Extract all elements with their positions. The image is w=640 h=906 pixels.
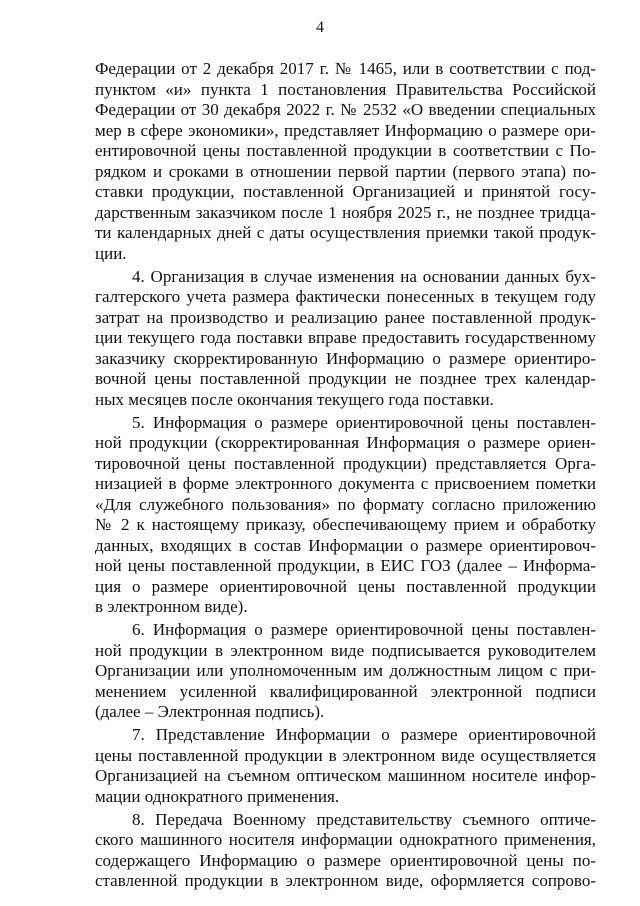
text-line: данных, входящих в состав Информации о размере ориентировоч-: [95, 535, 596, 555]
text-line: 4. Организация в случае изменения на основании данных бух-: [132, 266, 596, 286]
text-line: ных месяцев после окончания текущего года поставки.: [95, 389, 494, 409]
text-line: дарственным заказчиком после 1 ноября 2025 г., не позднее тридца-: [95, 202, 596, 222]
text-line: ставки продукции, поставленной Организацией и принятой госу-: [95, 182, 596, 201]
text-line: (далее – Электронная подпись).: [95, 702, 325, 721]
paragraph-continuation: [95, 59, 596, 264]
text-line: 8. Передача Военному представительству съемного оптиче-: [132, 809, 596, 829]
text-line: 7. Представление Информации о размере ориентировочной: [132, 725, 596, 744]
text-line: ставленной продукции в электронном виде, оформляется сопрово-: [95, 871, 596, 890]
text-line: № 2 к настоящему приказу, обеспечивающему прием и обработку: [95, 515, 596, 534]
text-line: вочной цены поставленной продукции не позднее трех календар-: [95, 369, 596, 388]
text-line: ция о размере ориентировочной цены поставленной продукции: [95, 576, 596, 596]
text-line: цены поставленной продукции в электронном виде осуществляется: [95, 745, 596, 765]
text-line: ентировочной цены поставленной продукции в соответствии с По-: [95, 141, 596, 160]
text-line: рядком и сроками в отношении первой партии (первого этапа) по-: [95, 161, 596, 181]
text-line: пунктом «и» пункта 1 постановления Правительства Российской: [95, 79, 596, 99]
text-line: ной продукции в электронном виде подписывается руководителем: [95, 640, 596, 660]
paragraph-7: [95, 725, 596, 807]
text-line: ского машинного носителя информации однократного применения,: [95, 830, 596, 849]
text-line: содержащего Информацию о размере ориентировочной цены по-: [95, 850, 596, 870]
text-line: галтерского учета размера фактически понесенных в текущем году: [95, 287, 596, 306]
paragraph-6: [95, 620, 596, 723]
paragraph-8: [95, 810, 596, 892]
text-line: низацией в форме электронного документа с присвоением пометки: [95, 474, 596, 493]
text-line: ции.: [95, 243, 127, 263]
text-line: в электронном виде).: [95, 597, 248, 616]
text-line: Организацией на съемном оптическом машинном носителе инфор-: [95, 766, 596, 785]
text-line: «Для служебного пользования» по формату согласно приложению: [95, 494, 596, 514]
text-line: мер в сфере экономики», представляет Информацию о размере ори-: [95, 120, 596, 140]
text-line: тировочной цены поставленной продукции) представляется Орга-: [95, 453, 596, 473]
text-line: затрат на производство и реализацию ранее поставленной продук-: [95, 307, 596, 327]
text-line: ной цены поставленной продукции, в ЕИС ГОЗ (далее – Информа-: [95, 556, 596, 575]
page-number: 4: [316, 19, 324, 36]
text-line: менением усиленной квалифицированной электронной подписи: [95, 681, 596, 701]
text-line: ти календарных дней с даты осуществления приемки такой продук-: [95, 223, 596, 242]
document-body: [95, 59, 596, 892]
text-line: Организации или уполномоченным им должностным лицом с при-: [95, 661, 596, 680]
text-line: ции текущего года поставки вправе предоставить государственному: [95, 328, 596, 347]
text-line: мации однократного применения.: [95, 786, 340, 806]
text-line: 6. Информация о размере ориентировочной цены поставлен-: [132, 620, 596, 639]
paragraph-4: [95, 267, 596, 411]
text-line: Федерации от 2 декабря 2017 г. № 1465, или в соответствии с под-: [95, 59, 596, 78]
text-line: ной продукции (скорректированная Информация о размере ориен-: [95, 433, 596, 452]
text-line: Федерации от 30 декабря 2022 г. № 2532 «О введении специальных: [95, 100, 596, 119]
text-line: 5. Информация о размере ориентировочной цены поставлен-: [132, 412, 596, 432]
text-line: заказчику скорректированную Информацию о размере ориентиро-: [95, 348, 596, 368]
paragraph-5: [95, 413, 596, 618]
